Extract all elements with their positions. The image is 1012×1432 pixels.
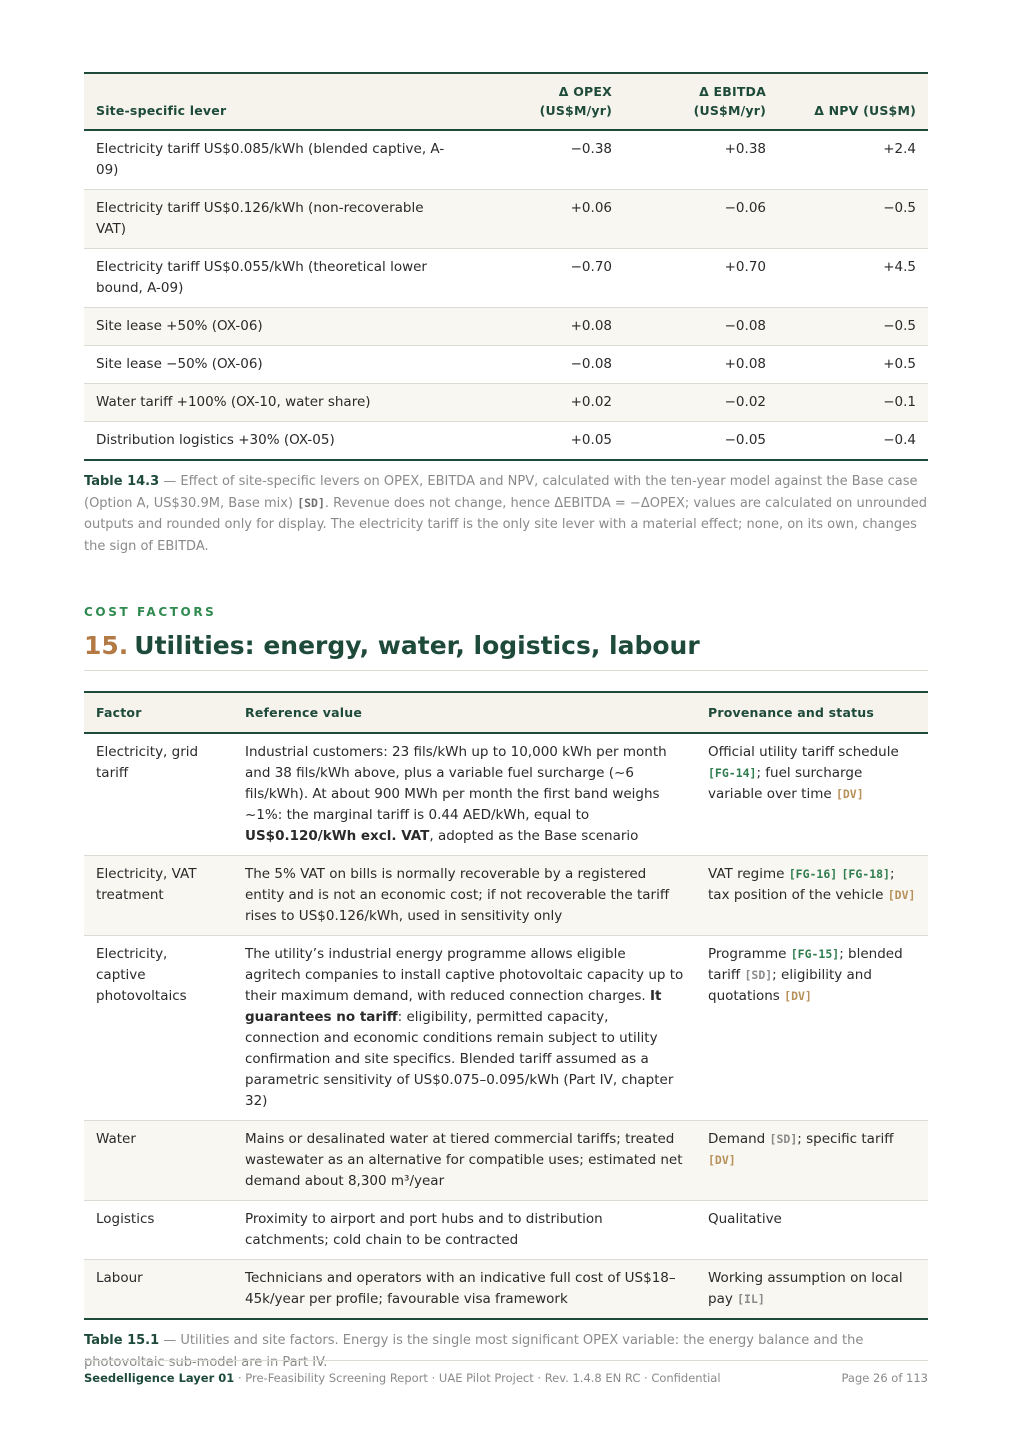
col-header-ebitda: Δ EBITDA (US$M/yr) (624, 73, 778, 130)
table-row (84, 936, 928, 1121)
provenance-cell: Qualitative (696, 1201, 928, 1260)
lever-cell: Electricity tariff US$0.126/kWh (non-recoverable VAT) (84, 190, 468, 249)
table-row (84, 1121, 928, 1201)
caption-text: — Utilities and site factors. Energy is the single most significant OPEX variable: the energy balance and the photovoltaic sub-model are in Part IV. (84, 1333, 864, 1370)
table-14-3-caption (84, 471, 928, 557)
factor-cell: Electricity, captive photovoltaics (84, 936, 233, 1121)
opex-cell: +0.02 (468, 384, 624, 422)
table-row (84, 422, 928, 461)
section-number: 15. (84, 631, 129, 660)
opex-cell: +0.06 (468, 190, 624, 249)
opex-cell: −0.08 (468, 346, 624, 384)
npv-cell: +4.5 (778, 249, 928, 308)
factor-cell: Electricity, grid tariff (84, 733, 233, 856)
source-tag: [FG-18] (841, 867, 890, 881)
reference-text: : eligibility, permitted capacity, connection and economic conditions remain subject to utility confirmation and site specifics. Blended tariff assumed as a parametric sensitivity of US$0.075–0.095/kWh (Part IV, chapter 32) (245, 1009, 674, 1109)
reference-cell (233, 936, 696, 1121)
caption-text: — Effect of site-specific levers on OPEX, EBITDA and NPV, calculated with the ten-year model against the Base case (Option A, US$30.9M, Base mix) (84, 474, 918, 511)
table-row (84, 733, 928, 856)
ebitda-cell: −0.08 (624, 308, 778, 346)
reference-cell: Proximity to airport and port hubs and to distribution catchments; cold chain to be contracted (233, 1201, 696, 1260)
provenance-text: VAT regime (708, 866, 789, 882)
source-tag: [FG-14] (708, 766, 757, 780)
status-tag: [DV] (887, 888, 916, 902)
ebitda-cell: −0.02 (624, 384, 778, 422)
col-header-opex: Δ OPEX (US$M/yr) (468, 73, 624, 130)
table-header-row (84, 73, 928, 130)
table-header-row (84, 692, 928, 733)
npv-cell: +2.4 (778, 130, 928, 190)
opex-cell: +0.05 (468, 422, 624, 461)
reference-text: , adopted as the Base scenario (429, 828, 639, 844)
table-15-1 (84, 691, 928, 1320)
section-kicker: COST FACTORS (84, 605, 217, 619)
ebitda-cell: +0.38 (624, 130, 778, 190)
reference-emphasis: US$0.120/kWh excl. VAT (245, 828, 430, 844)
status-tag: [DV] (708, 1153, 736, 1167)
reference-text: Industrial customers: 23 fils/kWh up to 10,000 kWh per month and 38 fils/kWh above, plus a variable fuel surcharge (~6 fils/kWh). At about 900 MWh per month the first band weighs ~1%: the marginal tariff is 0.44 AED/kWh, equal to (245, 744, 667, 823)
npv-cell: −0.5 (778, 308, 928, 346)
lever-cell: Distribution logistics +30% (OX-05) (84, 422, 468, 461)
lever-cell: Electricity tariff US$0.055/kWh (theoretical lower bound, A-09) (84, 249, 468, 308)
reference-cell: Mains or desalinated water at tiered commercial tariffs; treated wastewater as an alternative for compatible uses; estimated net demand about 8,300 m³/year (233, 1121, 696, 1201)
opex-cell: −0.38 (468, 130, 624, 190)
opex-cell: −0.70 (468, 249, 624, 308)
npv-cell: −0.1 (778, 384, 928, 422)
table-row (84, 1260, 928, 1320)
provenance-text: Working assumption on local pay (708, 1270, 903, 1307)
table-row (84, 308, 928, 346)
opex-cell: +0.08 (468, 308, 624, 346)
provenance-text: ; fuel surcharge variable over time (708, 765, 863, 802)
caption-label: Table 15.1 (84, 1333, 160, 1348)
lever-cell: Electricity tariff US$0.085/kWh (blended captive, A-09) (84, 130, 468, 190)
provenance-text: ; blended tariff (708, 946, 903, 983)
caption-text: . Revenue does not change, hence ΔEBITDA = −ΔOPEX; values are calculated on unrounded outputs and rounded only for display. The electricity tariff is the only site lever with a material effect; none, on its own, changes the sign of EBITDA. (84, 495, 927, 554)
footer-left (84, 1371, 721, 1385)
caption-source-tag: [SD] (297, 495, 325, 510)
table-14-3 (84, 72, 928, 461)
col-header-provenance: Provenance and status (696, 692, 928, 733)
lever-cell: Site lease +50% (OX-06) (84, 308, 468, 346)
table-row (84, 130, 928, 190)
provenance-cell (696, 936, 928, 1121)
footer-brand: Seedelligence Layer 01 (84, 1371, 235, 1385)
col-header-reference: Reference value (233, 692, 696, 733)
provenance-cell (696, 1260, 928, 1320)
col-header-npv: Δ NPV (US$M) (778, 73, 928, 130)
factor-cell: Electricity, VAT treatment (84, 856, 233, 936)
page-number: Page 26 of 113 (841, 1371, 928, 1385)
table-row (84, 190, 928, 249)
reference-cell: Technicians and operators with an indicative full cost of US$18–45k/year per profile; favourable visa framework (233, 1260, 696, 1320)
npv-cell: −0.5 (778, 190, 928, 249)
provenance-text: Demand (708, 1131, 770, 1147)
source-tag: [FG-16] (788, 867, 838, 881)
provenance-cell (696, 733, 928, 856)
provenance-text: ; specific tariff (797, 1131, 894, 1147)
ebitda-cell: −0.06 (624, 190, 778, 249)
report-page (84, 72, 928, 1373)
npv-cell: −0.4 (778, 422, 928, 461)
source-tag: [SD] (769, 1132, 798, 1146)
source-tag: [FG-15] (790, 947, 840, 961)
factor-cell: Logistics (84, 1201, 233, 1260)
factor-cell: Water (84, 1121, 233, 1201)
reference-text: The utility’s industrial energy programme allows eligible agritech companies to install captive photovoltaic capacity up to their maximum demand, with reduced connection charges. (245, 946, 684, 1004)
provenance-text: ; eligibility and quotations (708, 967, 872, 1004)
provenance-text: ; tax position of the vehicle (708, 866, 895, 903)
col-header-factor: Factor (84, 692, 233, 733)
page-footer (84, 1360, 928, 1385)
source-tag: [IL] (737, 1292, 765, 1306)
section-title-text: Utilities: energy, water, logistics, labour (134, 631, 700, 660)
table-row (84, 1201, 928, 1260)
npv-cell: +0.5 (778, 346, 928, 384)
provenance-text: Official utility tariff schedule (708, 744, 899, 760)
ebitda-cell: +0.08 (624, 346, 778, 384)
table-row (84, 346, 928, 384)
table-row (84, 856, 928, 936)
table-row (84, 249, 928, 308)
section-title (84, 631, 928, 671)
reference-emphasis: It guarantees no tariff (245, 988, 662, 1025)
provenance-cell (696, 856, 928, 936)
source-tag: [SD] (744, 968, 773, 982)
status-tag: [DV] (835, 787, 864, 801)
lever-cell: Site lease −50% (OX-06) (84, 346, 468, 384)
table-row (84, 384, 928, 422)
col-header-lever: Site-specific lever (84, 73, 468, 130)
provenance-text: Programme (708, 946, 791, 962)
status-tag: [DV] (784, 989, 812, 1003)
ebitda-cell: +0.70 (624, 249, 778, 308)
reference-cell: The 5% VAT on bills is normally recoverable by a registered entity and is not an economic cost; if not recoverable the tariff rises to US$0.126/kWh, used in sensitivity only (233, 856, 696, 936)
reference-cell (233, 733, 696, 856)
provenance-cell (696, 1121, 928, 1201)
factor-cell: Labour (84, 1260, 233, 1320)
caption-label: Table 14.3 (84, 474, 160, 489)
lever-cell: Water tariff +100% (OX-10, water share) (84, 384, 468, 422)
footer-text: · Pre-Feasibility Screening Report · UAE Pilot Project · Rev. 1.4.8 EN RC · Confidential (234, 1371, 721, 1385)
ebitda-cell: −0.05 (624, 422, 778, 461)
